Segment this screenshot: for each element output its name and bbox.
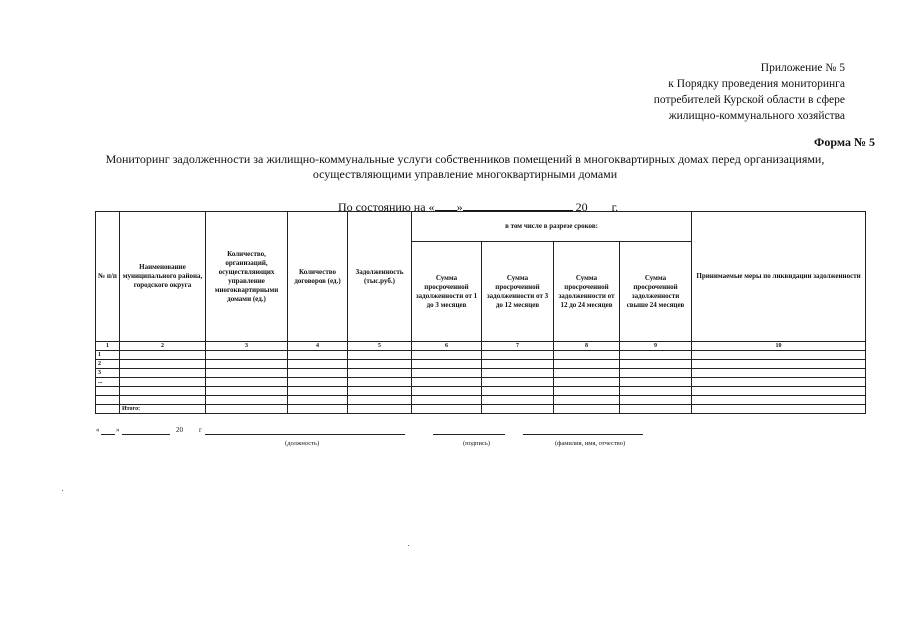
state-quote-close: » [456, 200, 463, 214]
col-number: 8 [554, 342, 620, 351]
document-title [60, 152, 870, 182]
table-cell[interactable] [120, 378, 206, 387]
title-line-1: Мониторинг задолженности за жилищно-коммунальные услуги собственников помещений в многоквартирных домах перед организациями, [105, 152, 825, 166]
sig-name-caption: (фамилия, имя, отчество) [555, 440, 626, 447]
sig-year-suffix: г [199, 426, 202, 434]
table-cell[interactable] [288, 378, 348, 387]
header-terms-group: в том числе в разрезе сроков: [412, 212, 692, 242]
sig-day-line[interactable] [101, 434, 115, 435]
table-cell[interactable] [554, 351, 620, 360]
table-row [96, 378, 866, 387]
sig-position-caption: (должность) [285, 440, 320, 447]
table-cell [96, 405, 120, 414]
table-cell[interactable] [554, 405, 620, 414]
title-line-2: осуществляющими управление многоквартирными домами [312, 167, 618, 181]
col-number: 10 [692, 342, 866, 351]
state-month-blank[interactable] [463, 199, 573, 211]
sig-date-open: « [96, 426, 100, 434]
row-number: 2 [96, 360, 120, 369]
row-number: 1 [96, 351, 120, 360]
table-cell[interactable] [620, 387, 692, 396]
row-number: ... [96, 378, 120, 387]
table-cell[interactable] [620, 405, 692, 414]
table-cell[interactable] [692, 387, 866, 396]
table-cell[interactable] [348, 405, 412, 414]
state-prefix: По состоянию на « [338, 200, 435, 214]
table-cell[interactable] [412, 378, 482, 387]
table-cell[interactable] [482, 405, 554, 414]
table-cell[interactable] [120, 360, 206, 369]
table-cell[interactable] [206, 351, 288, 360]
table-cell[interactable] [348, 351, 412, 360]
table-cell[interactable] [692, 396, 866, 405]
table-cell[interactable] [288, 360, 348, 369]
header-measures: Принимаемые меры по ликвидации задолженности [692, 212, 866, 342]
col-number: 2 [120, 342, 206, 351]
table-cell[interactable] [482, 378, 554, 387]
header-term-1: Сумма просроченной задолженности от 1 до 3 месяцев [412, 242, 482, 342]
table-cell[interactable] [482, 396, 554, 405]
table-cell[interactable] [206, 405, 288, 414]
sig-year: 20 [176, 426, 183, 434]
table-cell[interactable] [348, 360, 412, 369]
header-contracts: Количество договоров (ед.) [288, 212, 348, 342]
table-cell[interactable] [348, 396, 412, 405]
table-cell[interactable] [120, 387, 206, 396]
table-cell[interactable] [348, 387, 412, 396]
table-cell[interactable] [554, 369, 620, 378]
table-cell[interactable] [288, 405, 348, 414]
state-year-suffix: г. [611, 200, 619, 214]
col-number: 7 [482, 342, 554, 351]
table-cell[interactable] [206, 396, 288, 405]
table-cell[interactable] [692, 405, 866, 414]
col-number: 5 [348, 342, 412, 351]
table-cell[interactable] [120, 369, 206, 378]
sig-month-line[interactable] [122, 434, 170, 435]
header-num: № п/п [96, 212, 120, 342]
table-cell[interactable] [412, 360, 482, 369]
sig-position-line[interactable] [205, 434, 405, 435]
table-row [96, 396, 866, 405]
col-number: 6 [412, 342, 482, 351]
table-cell[interactable] [620, 360, 692, 369]
table-cell[interactable] [288, 351, 348, 360]
table-cell[interactable] [554, 396, 620, 405]
table-cell[interactable] [482, 387, 554, 396]
table-cell[interactable] [482, 360, 554, 369]
header-district: Наименование муниципального района, городского округа [120, 212, 206, 342]
table-row [96, 351, 866, 360]
column-number-row [96, 342, 866, 351]
table-cell[interactable] [412, 369, 482, 378]
header-term-3: Сумма просроченной задолженности от 12 до 24 месяцев [554, 242, 620, 342]
scan-speck [62, 490, 63, 491]
table-cell[interactable] [554, 387, 620, 396]
appendix-block [654, 60, 845, 124]
table-cell[interactable] [206, 369, 288, 378]
col-number: 1 [96, 342, 120, 351]
header-term-2: Сумма просроченной задолженности от 3 до 12 месяцев [482, 242, 554, 342]
appendix-line-3: потребителей Курской области в сфере [653, 94, 845, 106]
appendix-line-4: жилищно-коммунального хозяйства [668, 110, 845, 122]
table-cell[interactable] [620, 378, 692, 387]
table-cell[interactable] [412, 351, 482, 360]
form-label: Форма № 5 [814, 135, 875, 149]
header-debt: Задолженность (тыс.руб.) [348, 212, 412, 342]
table-cell[interactable] [554, 378, 620, 387]
table-cell[interactable] [206, 387, 288, 396]
table-cell[interactable] [120, 351, 206, 360]
table-cell[interactable] [620, 369, 692, 378]
monitoring-table [95, 211, 866, 414]
state-year-prefix: 20 [575, 200, 588, 214]
table-cell[interactable] [206, 360, 288, 369]
state-day-blank[interactable] [435, 199, 457, 211]
col-number: 3 [206, 342, 288, 351]
col-number: 4 [288, 342, 348, 351]
table-cell[interactable] [288, 369, 348, 378]
appendix-line-1: Приложение № 5 [760, 62, 845, 74]
appendix-line-2: к Порядку проведения мониторинга [668, 78, 845, 90]
scan-speck [408, 545, 409, 546]
table-cell[interactable] [206, 378, 288, 387]
table-cell[interactable] [288, 387, 348, 396]
table-cell[interactable] [120, 396, 206, 405]
sig-signature-line[interactable] [433, 434, 505, 435]
table-cell[interactable] [482, 351, 554, 360]
table-cell[interactable] [482, 369, 554, 378]
row-number: 3 [96, 369, 120, 378]
table-cell[interactable] [554, 360, 620, 369]
header-orgs: Количество, организаций, осуществляющих управление многоквартирными домами (ед.) [206, 212, 288, 342]
table-cell[interactable] [692, 369, 866, 378]
sig-date-close: » [116, 426, 120, 434]
table-cell[interactable] [348, 378, 412, 387]
table-cell[interactable] [412, 405, 482, 414]
table-cell[interactable] [412, 387, 482, 396]
table-cell[interactable] [96, 396, 120, 405]
table-row [96, 387, 866, 396]
table-cell[interactable] [412, 396, 482, 405]
sig-signature-caption: (подпись) [463, 440, 490, 447]
total-row [96, 405, 866, 414]
col-number: 9 [620, 342, 692, 351]
header-term-4: Сумма просроченной задолженности свыше 24 месяцев [620, 242, 692, 342]
table-cell[interactable] [692, 360, 866, 369]
table-cell[interactable] [620, 351, 692, 360]
table-row [96, 360, 866, 369]
table-row [96, 369, 866, 378]
total-label: Итого: [120, 405, 206, 414]
row-number [96, 387, 120, 396]
table-cell[interactable] [348, 369, 412, 378]
table-cell[interactable] [288, 396, 348, 405]
table-cell[interactable] [692, 351, 866, 360]
table-cell[interactable] [692, 378, 866, 387]
table-cell[interactable] [620, 396, 692, 405]
sig-name-line[interactable] [523, 434, 643, 435]
